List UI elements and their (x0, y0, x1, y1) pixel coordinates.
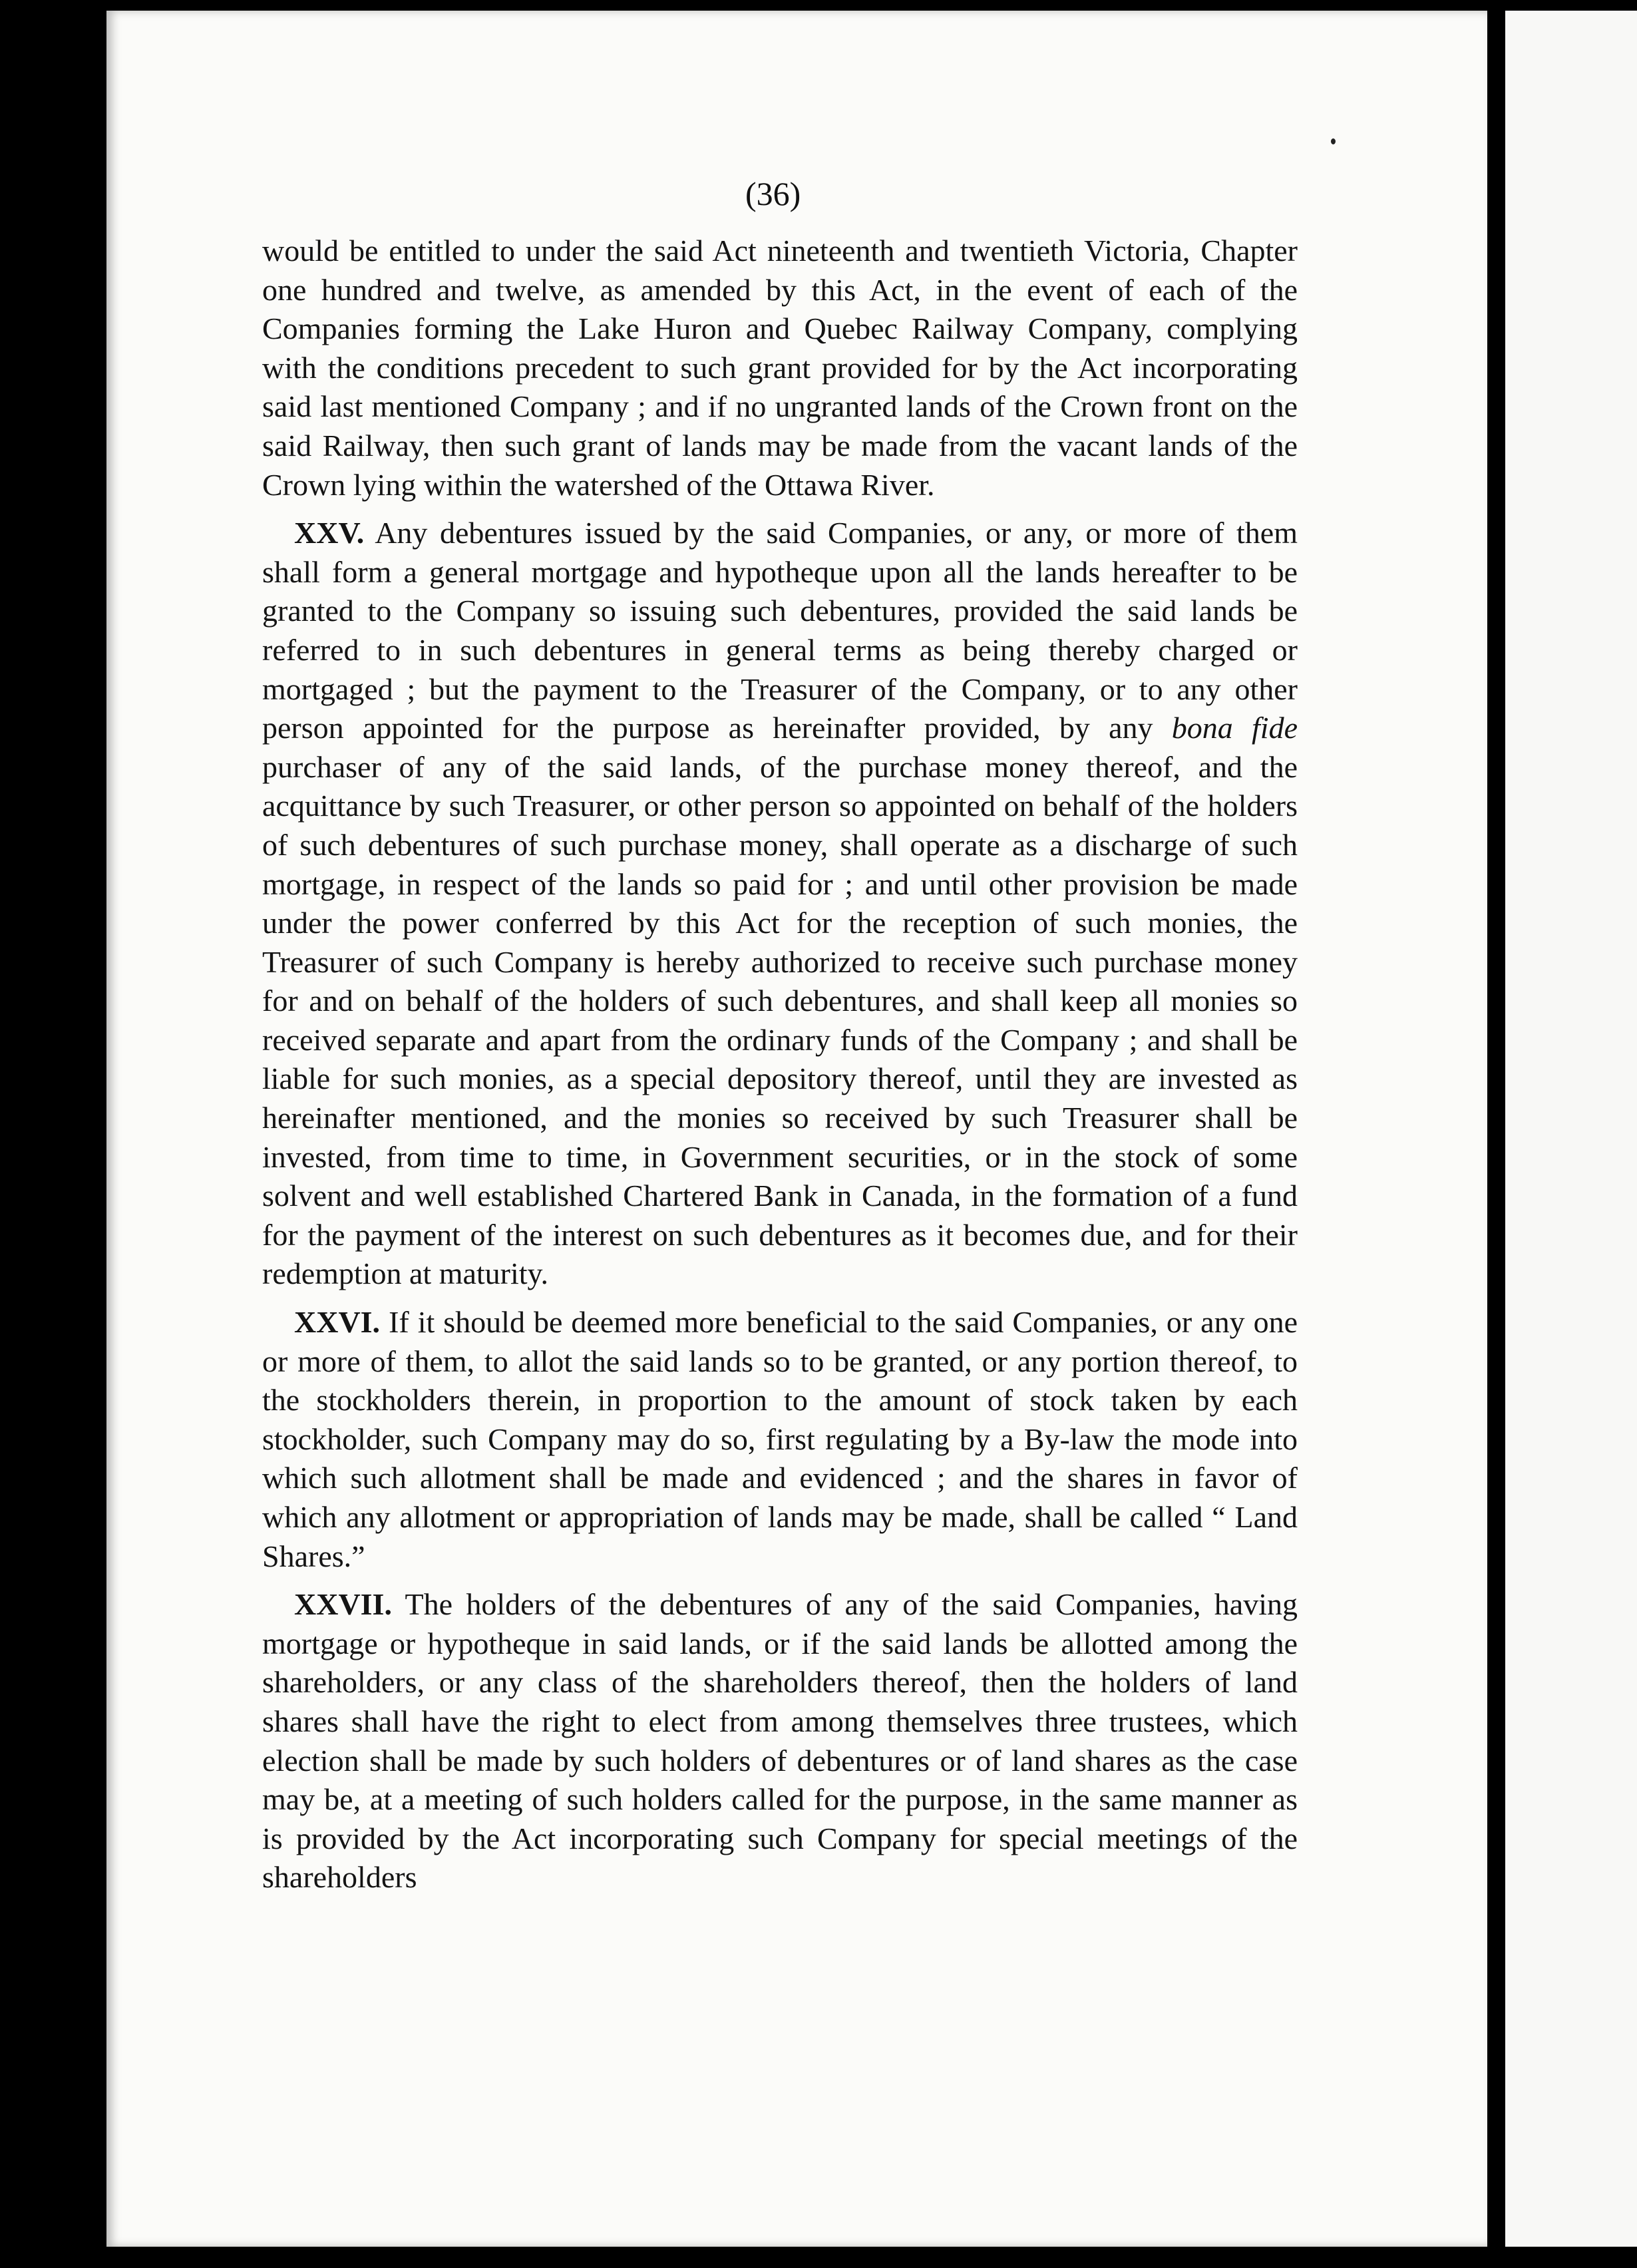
page-number: (36) (745, 175, 801, 212)
paragraph-continuation (262, 232, 1298, 504)
paragraph-text: would be entitled to under the said Act nineteenth and twentieth Victoria, Chapter one hundred and twelve, as amended by this Act, in the event of each of the Companies forming the Lake Huron and Quebec Railway Company, complying with the conditions precedent to such grant provided for by the Act incorporating said last mentioned Company ; and if no ungranted lands of the Crown front on the said Railway, then such grant of lands may be made from the vacant lands of the Crown lying within the watershed of the Ottawa River. (262, 234, 1298, 502)
adjacent-page-edge (1505, 11, 1637, 2247)
paragraph-text: The holders of the debentures of any of the said Companies, having mortgage or hypotheque in said lands, or if the said lands be allotted among the shareholders, or any class of the shareholders thereof, then the holders of land shares shall have the right to elect from among themselves three trustees, which election shall be made by such holders of debentures or of land shares as the case may be, at a meeting of such holders called for the purpose, in the same manner as is provided by the Act incorporating such Company for special meetings of the shareholders (262, 1587, 1298, 1895)
section-xxvi (262, 1303, 1298, 1576)
section-numeral: XXVII. (294, 1587, 392, 1622)
paragraph-text: If it should be deemed more beneficial to the said Companies, or any one or more of them, to allot the said lands so to be granted, or any portion thereof, to the stockholders therein, in proportion to the amount of stock taken by each stockholder, such Company may do so, first regulating by a By-law the mode into which such allotment shall be made and evidenced ; and the shares in favor of which any allotment or appropriation of lands may be made, shall be called “ Land Shares.” (262, 1305, 1298, 1573)
section-xxvii (262, 1585, 1298, 1897)
section-numeral: XXV. (294, 516, 365, 550)
section-numeral: XXVI. (294, 1305, 381, 1340)
page-text (262, 232, 1298, 1907)
scan-speck (1331, 138, 1336, 144)
italic-phrase: bona fide (1171, 711, 1298, 745)
paragraph-text: purchaser of any of the said lands, of the purchase money thereof, and the acquittance by such Treasurer, or other person so appointed on behalf of the holders of such debentures of such purchase money, shall operate as a discharge of such mortgage, in respect of the lands so paid for ; and until other provision be made under the power conferred by this Act for the reception of such monies, the Treasurer of such Company is hereby authorized to receive such purchase money for and on behalf of the holders of such debentures, and shall keep all monies so received separate and apart from the ordinary funds of the Company ; and shall be liable for such monies, as a special depository thereof, until they are invested as hereinafter mentioned, and the monies so received by such Treasurer shall be invested, from time to time, in Government securities, or in the stock of some solvent and well established Chartered Bank in Canada, in the formation of a fund for the payment of the interest on such debentures as it becomes due, and for their redemption at maturity. (262, 749, 1298, 1291)
section-xxv (262, 514, 1298, 1294)
paragraph-text: Any debentures issued by the said Companies, or any, or more of them shall form a general mortgage and hypotheque upon all the lands hereafter to be granted to the Company so issuing such debentures, provided the said lands be referred to in such debentures in general terms as being thereby charged or mortgaged ; but the payment to the Treasurer of the Company, or to any other person appointed for the purpose as hereinafter provided, by any (262, 516, 1298, 745)
